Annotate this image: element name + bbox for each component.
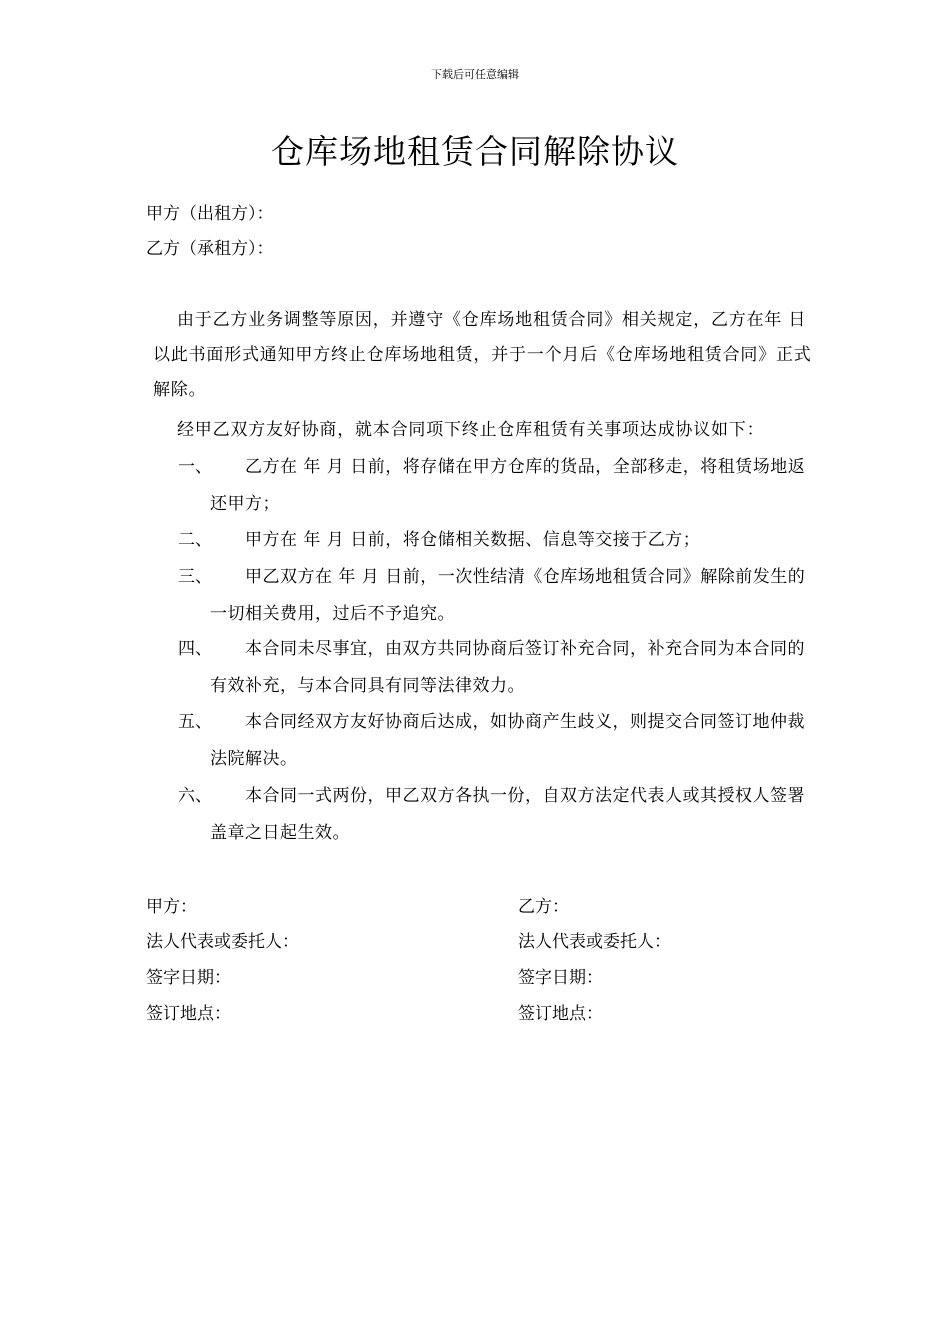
clause-text: 乙方在 年 月 日前，将存储在甲方仓库的货品，全部移走，将租赁场地返还甲方； bbox=[210, 457, 806, 514]
document-title: 仓库场地租赁合同解除协议 bbox=[271, 132, 679, 171]
clause-1 bbox=[178, 449, 810, 523]
signature-place-b: 签订地点： bbox=[518, 1004, 603, 1024]
clause-2 bbox=[178, 522, 810, 559]
clause-6 bbox=[178, 778, 810, 852]
clause-text: 本合同经双方友好协商后达成，如协商产生歧义，则提交合同签订地仲裁法院解决。 bbox=[210, 712, 805, 769]
signature-place-a: 签订地点： bbox=[146, 1004, 231, 1024]
agreement-paragraph: 经甲乙双方友好协商，就本合同项下终止仓库租赁有关事项达成协议如下： bbox=[177, 420, 765, 440]
clause-5 bbox=[178, 704, 810, 778]
party-b-label: 乙方（承租方）： bbox=[146, 239, 274, 259]
signature-rep-b: 法人代表或委托人： bbox=[518, 932, 671, 952]
clause-text: 本合同一式两份，甲乙双方各执一份，自双方法定代表人或其授权人签署盖章之日起生效。 bbox=[210, 786, 805, 843]
clause-text: 本合同未尽事宜，由双方共同协商后签订补充合同，补充合同为本合同的有效补充，与本合同具有同等法律效力。 bbox=[210, 639, 805, 696]
signature-date-b: 签字日期： bbox=[518, 968, 603, 988]
signature-rep-a: 法人代表或委托人： bbox=[146, 932, 299, 952]
clause-number: 一、 bbox=[178, 457, 212, 477]
clause-number: 四、 bbox=[178, 639, 212, 659]
signature-party-a: 甲方： bbox=[146, 897, 197, 917]
clause-number: 六、 bbox=[178, 786, 212, 806]
signature-party-b: 乙方： bbox=[518, 897, 569, 917]
party-a-label: 甲方（出租方）： bbox=[146, 204, 274, 224]
clause-number: 二、 bbox=[178, 530, 212, 550]
signature-date-a: 签字日期： bbox=[146, 968, 231, 988]
clause-text: 甲方在 年 月 日前，将仓储相关数据、信息等交接于乙方； bbox=[245, 530, 701, 550]
clause-number: 五、 bbox=[178, 712, 212, 732]
clause-text: 甲乙双方在 年 月 日前，一次性结清《仓库场地租赁合同》解除前发生的一切相关费用，过后不予追究。 bbox=[210, 567, 806, 624]
clause-number: 三、 bbox=[178, 567, 212, 587]
header-note: 下载后可任意编辑 bbox=[431, 68, 519, 81]
clause-3 bbox=[178, 559, 810, 633]
clause-4 bbox=[178, 631, 810, 705]
intro-paragraph: 由于乙方业务调整等原因，并遵守《仓库场地租赁合同》相关规定，乙方在年 日以此书面形式通知甲方终止仓库场地租赁，并于一个月后《仓库场地租赁合同》正式解除。 bbox=[153, 310, 812, 400]
